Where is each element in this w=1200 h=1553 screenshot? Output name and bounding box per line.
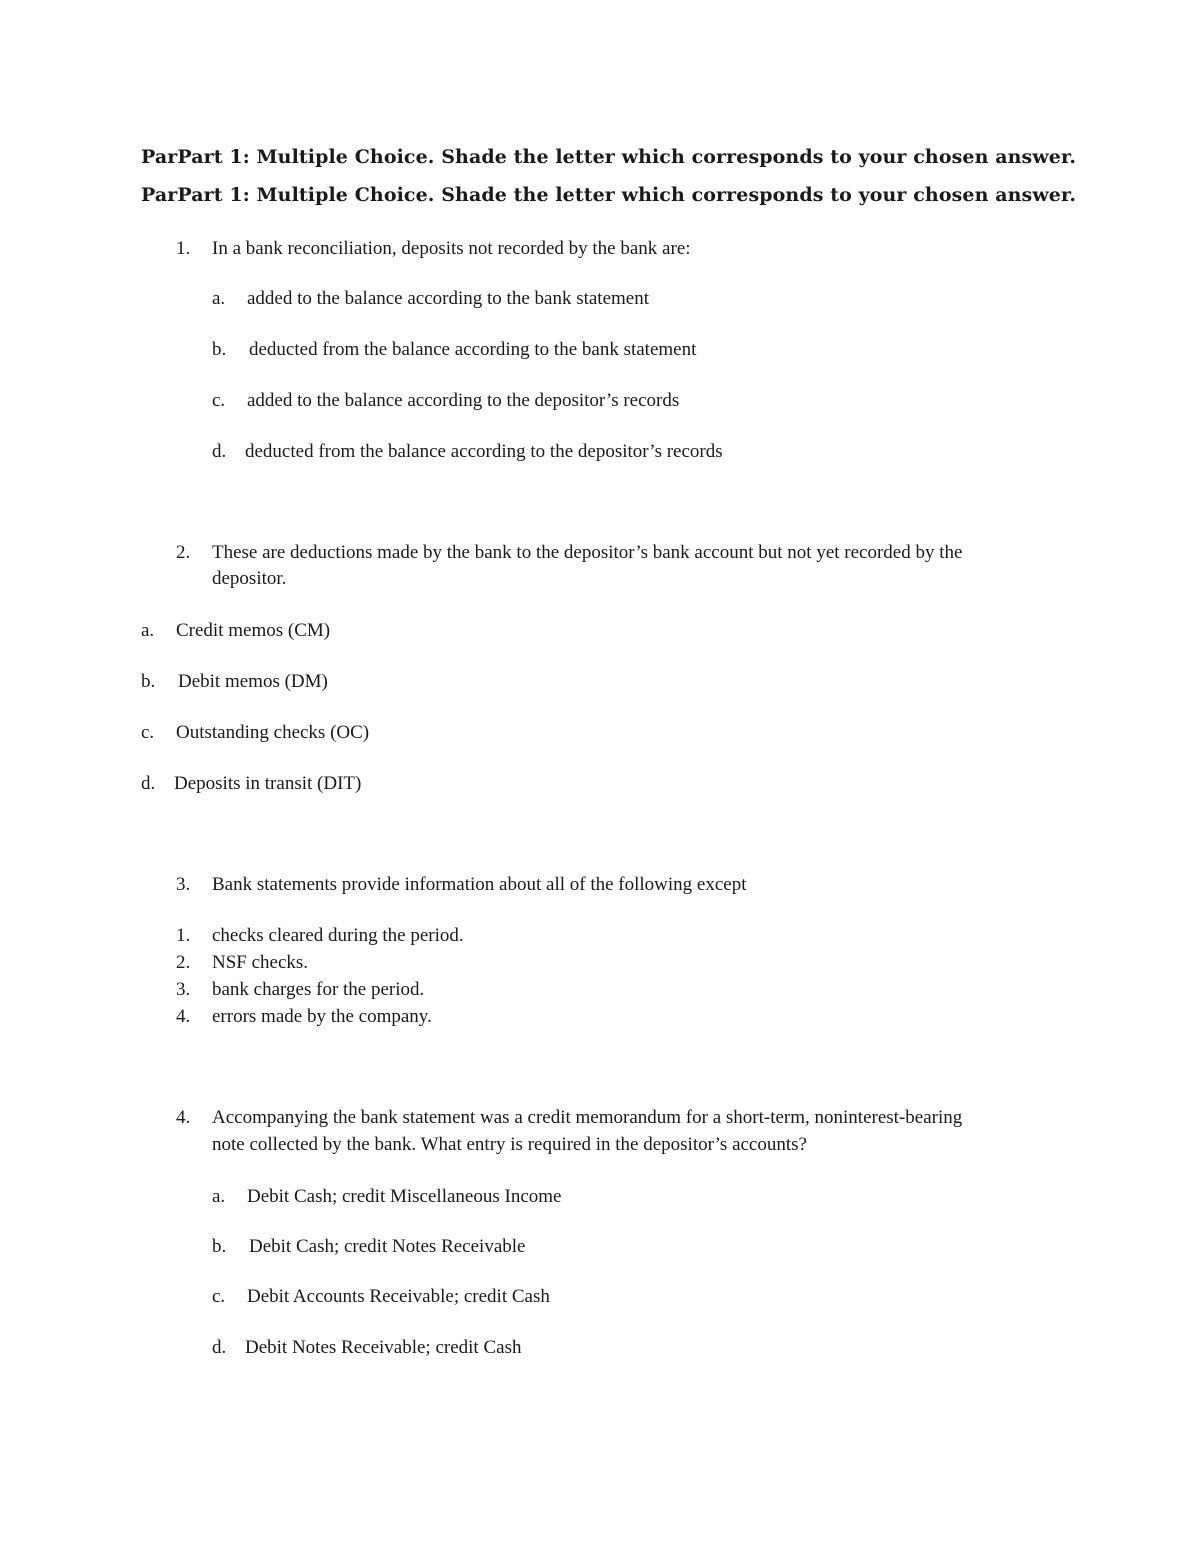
q3-option-3-text: bank charges for the period. bbox=[212, 979, 425, 1000]
q4-option-a-letter: a. bbox=[212, 1186, 226, 1207]
q2-option-b-letter: b. bbox=[141, 671, 156, 692]
q2-option-d-letter: d. bbox=[141, 773, 156, 794]
q1-option-d-text: deducted from the balance according to the depositor’s records bbox=[245, 441, 723, 462]
question-4-text-line-1: Accompanying the bank statement was a credit memorandum for a short-term, noninterest-bearing bbox=[212, 1107, 963, 1128]
question-2-number: 2. bbox=[176, 542, 191, 563]
q4-option-c-letter: c. bbox=[212, 1286, 226, 1307]
question-3-number: 3. bbox=[176, 874, 191, 895]
question-2-text-line-2: depositor. bbox=[212, 568, 287, 589]
q3-option-1-number: 1. bbox=[176, 925, 191, 946]
q4-option-d-letter: d. bbox=[212, 1337, 227, 1358]
question-4-text-line-2: note collected by the bank. What entry is required in the depositor’s accounts? bbox=[212, 1134, 807, 1155]
q1-option-b-text: deducted from the balance according to the bank statement bbox=[249, 339, 697, 360]
q3-option-2-number: 2. bbox=[176, 952, 191, 973]
q3-option-1-text: checks cleared during the period. bbox=[212, 925, 464, 946]
q3-option-4-number: 4. bbox=[176, 1006, 191, 1027]
question-1-number: 1. bbox=[176, 238, 191, 259]
q1-option-c-letter: c. bbox=[212, 390, 226, 411]
q4-option-d-text: Debit Notes Receivable; credit Cash bbox=[245, 1337, 522, 1358]
question-2-text-line-1: These are deductions made by the bank to the depositor’s bank account but not yet recorded by the bbox=[212, 542, 963, 563]
q2-option-c-letter: c. bbox=[141, 722, 155, 743]
q2-option-a-text: Credit memos (CM) bbox=[176, 620, 331, 641]
q1-option-a-letter: a. bbox=[212, 288, 226, 309]
q3-option-2-text: NSF checks. bbox=[212, 952, 309, 973]
q2-option-c-text: Outstanding checks (OC) bbox=[176, 722, 370, 743]
q4-option-c-text: Debit Accounts Receivable; credit Cash bbox=[247, 1286, 550, 1307]
q1-option-c-text: added to the balance according to the depositor’s records bbox=[247, 390, 680, 411]
q3-option-3-number: 3. bbox=[176, 979, 191, 1000]
q1-option-d-letter: d. bbox=[212, 441, 227, 462]
part-heading: ParPart 1: Multiple Choice. Shade the letter which corresponds to your chosen answer. bbox=[141, 146, 1077, 168]
q4-option-a-text: Debit Cash; credit Miscellaneous Income bbox=[247, 1186, 562, 1207]
q3-option-4-text: errors made by the company. bbox=[212, 1006, 432, 1027]
q2-option-b-text: Debit memos (DM) bbox=[178, 671, 328, 692]
question-4-number: 4. bbox=[176, 1107, 191, 1128]
q1-option-a-text: added to the balance according to the bank statement bbox=[247, 288, 650, 309]
question-1-text: In a bank reconciliation, deposits not recorded by the bank are: bbox=[212, 238, 691, 259]
q4-option-b-letter: b. bbox=[212, 1236, 227, 1257]
q1-option-b-letter: b. bbox=[212, 339, 227, 360]
q4-option-b-text: Debit Cash; credit Notes Receivable bbox=[249, 1236, 526, 1257]
question-3-text: Bank statements provide information about all of the following except bbox=[212, 874, 747, 895]
q2-option-d-text: Deposits in transit (DIT) bbox=[174, 773, 362, 794]
q2-option-a-letter: a. bbox=[141, 620, 155, 641]
part-heading-duplicate: ParPart 1: Multiple Choice. Shade the letter which corresponds to your chosen answer. bbox=[141, 184, 1077, 206]
